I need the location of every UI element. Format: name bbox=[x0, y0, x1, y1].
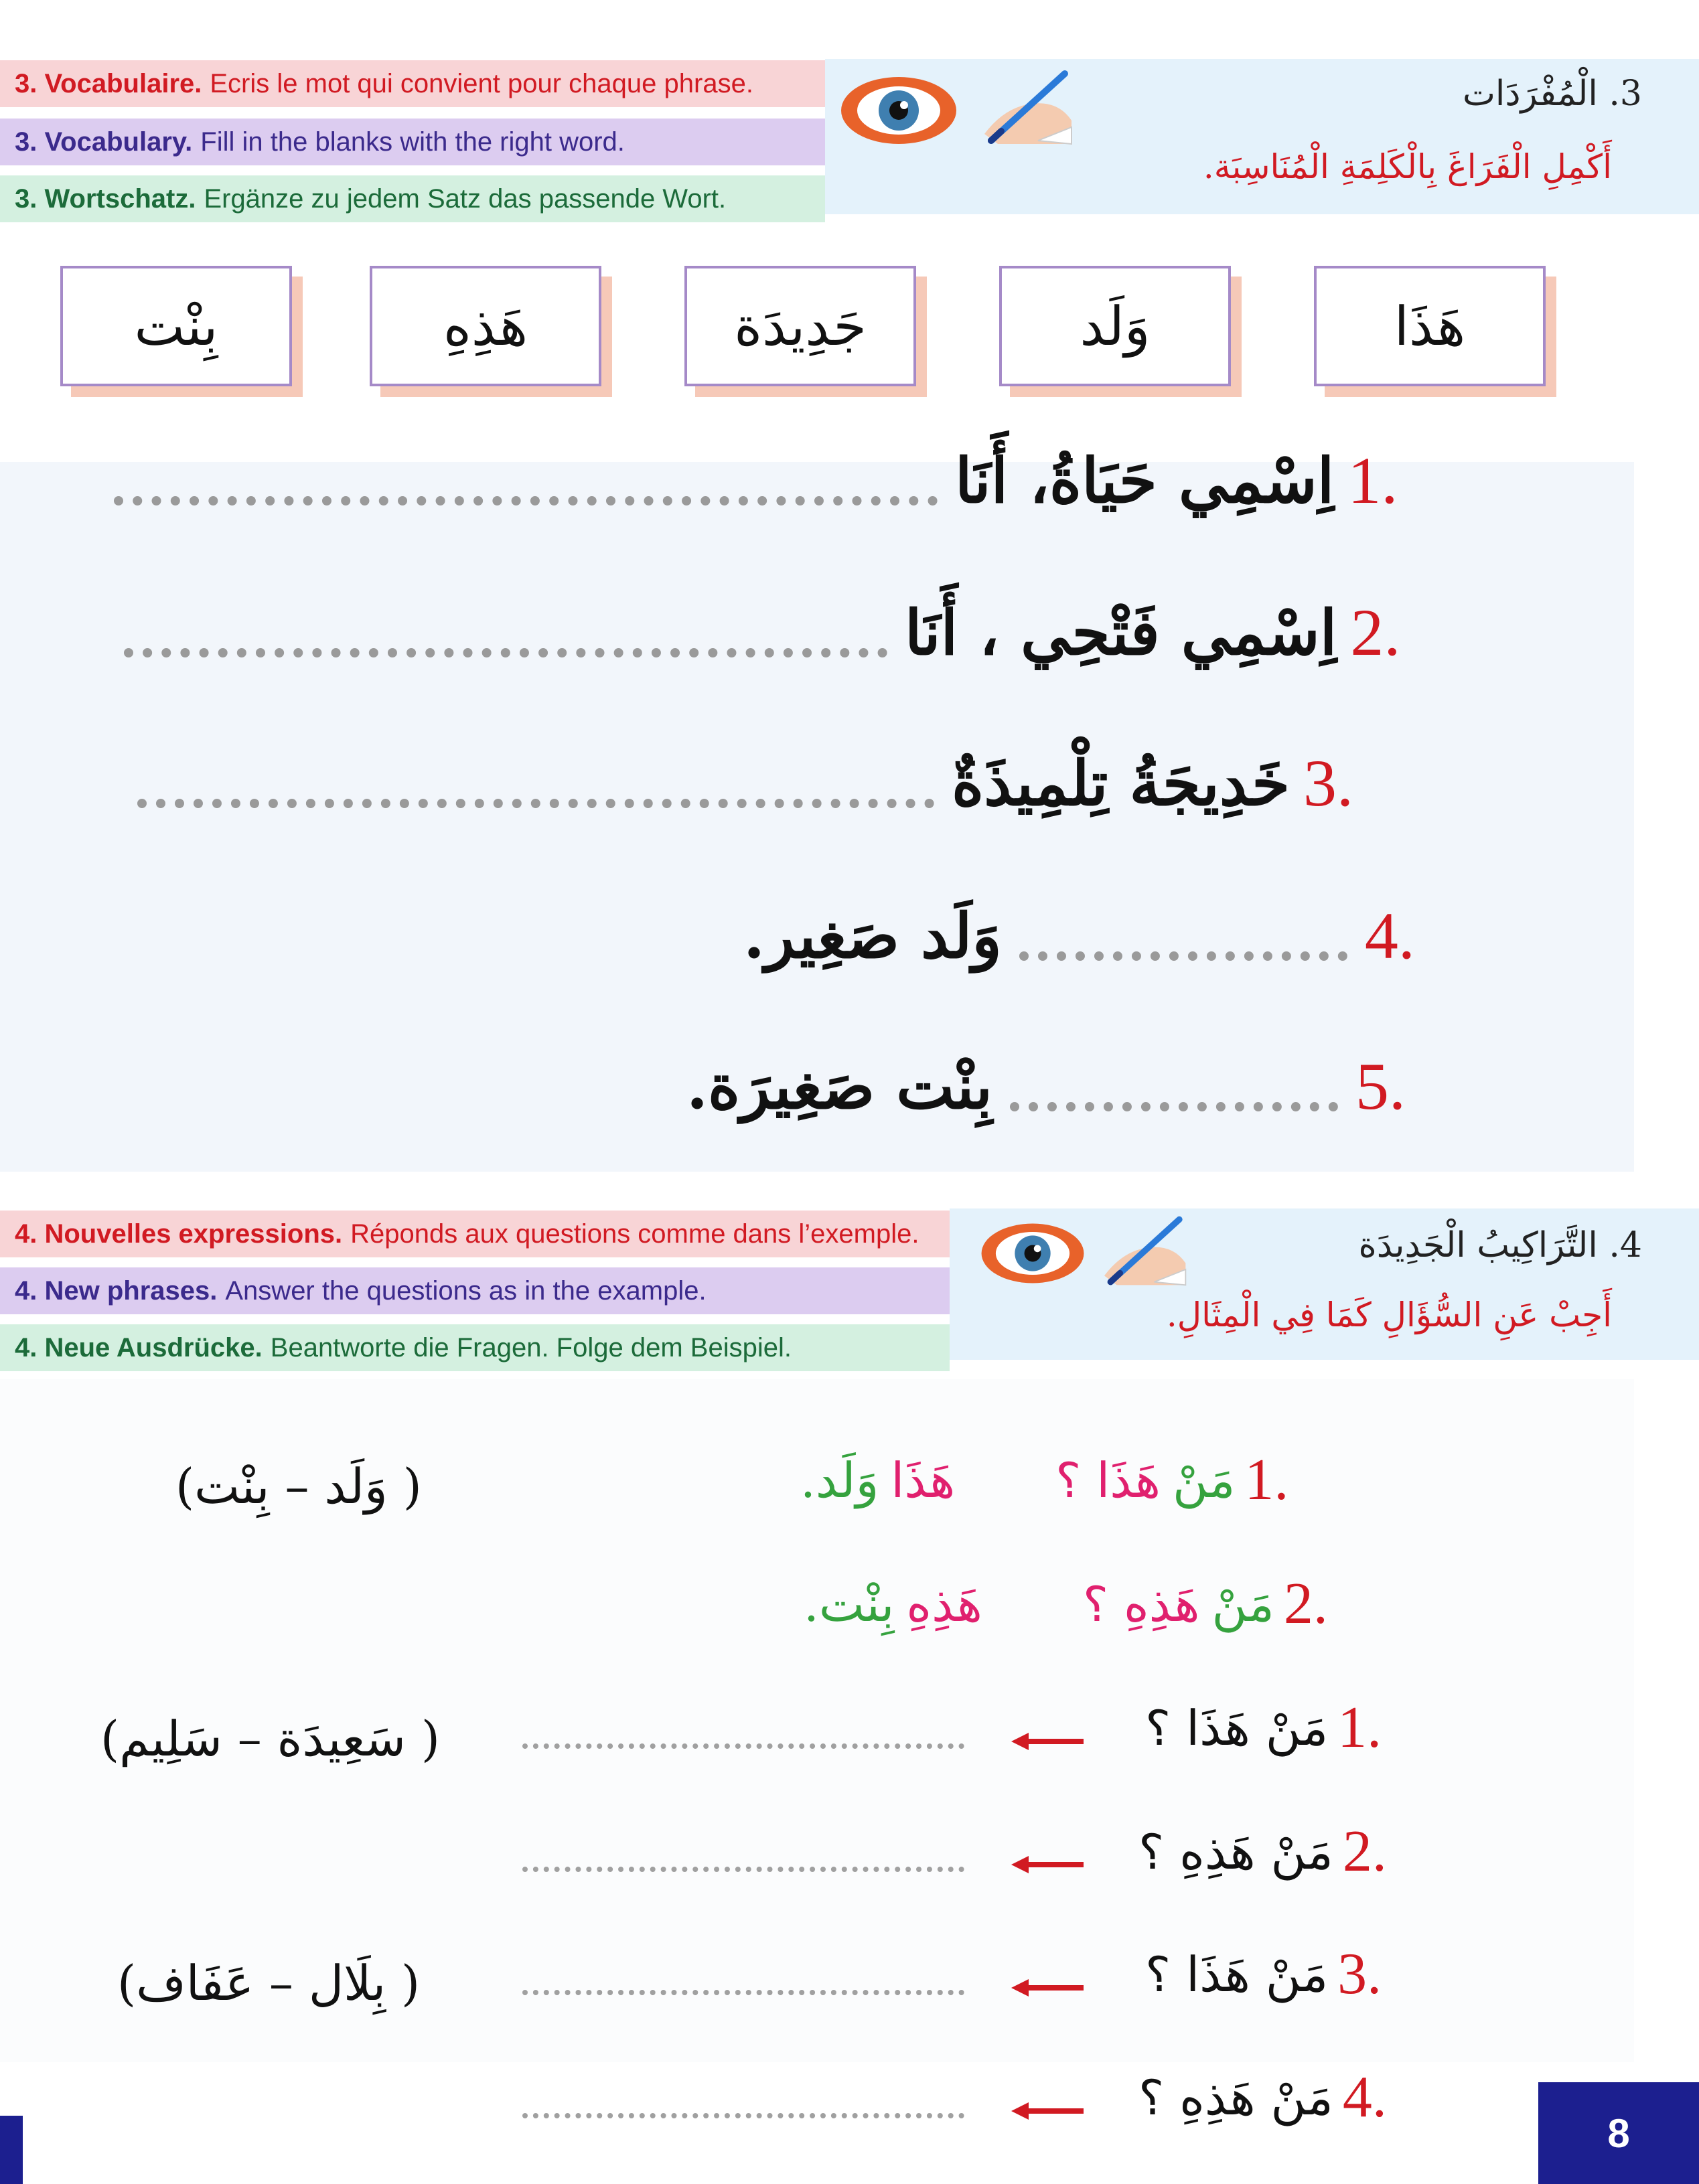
example-number: 2. bbox=[1283, 1571, 1328, 1636]
word-box-2: وَلَد bbox=[999, 266, 1231, 386]
section4-english-band bbox=[0, 1267, 950, 1314]
exercise3-item-2 bbox=[124, 594, 1400, 671]
word-box-4: هَذِهِ bbox=[370, 266, 601, 386]
exercise3-item-number: 2. bbox=[1350, 595, 1401, 670]
arrow-left-icon bbox=[1011, 1731, 1085, 1751]
question-number: 2. bbox=[1342, 1819, 1387, 1884]
example-question-demonstrative: هَذَا ؟ bbox=[1055, 1452, 1161, 1508]
question-text: مَنْ هَذِهِ ؟ bbox=[1138, 2069, 1333, 2126]
answer-blank bbox=[522, 1743, 964, 1749]
exercise3-item-number: 5. bbox=[1355, 1049, 1406, 1123]
section3-arabic-title: 3. الْمُفْرَدَات bbox=[1462, 74, 1642, 114]
example-number: 1. bbox=[1244, 1448, 1289, 1512]
section4-de-text: Beantworte die Fragen. Folge dem Beispiel. bbox=[270, 1332, 792, 1362]
question-4 bbox=[1138, 2063, 1387, 2131]
exercise3-item-3 bbox=[137, 745, 1353, 822]
question-text: مَنْ هَذَا ؟ bbox=[1145, 1699, 1329, 1756]
blank-line bbox=[1010, 1102, 1338, 1111]
example-question-word: مَنْ bbox=[1173, 1452, 1236, 1508]
eye-icon bbox=[979, 1220, 1086, 1287]
question-options: ( سَعِيدَة – سَلِيم) bbox=[100, 1711, 440, 1767]
exercise3-item-number: 3. bbox=[1303, 746, 1354, 820]
blank-line bbox=[124, 648, 887, 657]
example-2 bbox=[804, 1570, 1328, 1638]
section4-german-band bbox=[0, 1324, 950, 1371]
exercise3-item-5 bbox=[686, 1048, 1406, 1125]
example-answer-noun: وَلَد. bbox=[800, 1452, 879, 1508]
section4-de-bold: 4. Neue Ausdrücke. bbox=[15, 1332, 263, 1362]
section3-english-band bbox=[0, 119, 825, 165]
writing-hand-icon bbox=[971, 67, 1078, 147]
exercise3-item-text: اِسْمِي فَتْحِي ، أَنَا bbox=[905, 596, 1337, 669]
question-text: مَنْ هَذَا ؟ bbox=[1145, 1946, 1329, 2003]
example-answer-demonstrative: هَذِهِ bbox=[906, 1575, 982, 1632]
answer-blank bbox=[522, 1867, 964, 1872]
example-question-demonstrative: هَذِهِ ؟ bbox=[1082, 1575, 1200, 1632]
answer-blank bbox=[522, 2113, 964, 2118]
section3-en-text: Fill in the blanks with the right word. bbox=[200, 127, 625, 157]
question-3 bbox=[1145, 1940, 1382, 2008]
example-answer-noun: بِنْت. bbox=[804, 1575, 895, 1632]
word-box-1: هَذَا bbox=[1314, 266, 1546, 386]
section4-en-text: Answer the questions as in the example. bbox=[225, 1275, 707, 1306]
section4-fr-text: Réponds aux questions comme dans l’exemple. bbox=[350, 1219, 919, 1249]
blank-line bbox=[114, 496, 938, 505]
arrow-left-icon bbox=[1011, 1855, 1085, 1875]
question-2 bbox=[1138, 1818, 1387, 1885]
section3-en-bold: 3. Vocabulary. bbox=[15, 127, 193, 157]
section4-fr-bold: 4. Nouvelles expressions. bbox=[15, 1219, 343, 1249]
question-number: 1. bbox=[1337, 1695, 1382, 1760]
page-number: 8 bbox=[1538, 2082, 1699, 2184]
question-number: 3. bbox=[1337, 1942, 1382, 2007]
exercise3-item-number: 4. bbox=[1364, 899, 1415, 973]
question-text: مَنْ هَذِهِ ؟ bbox=[1138, 1823, 1333, 1880]
question-number: 4. bbox=[1342, 2065, 1387, 2130]
blank-line bbox=[137, 799, 934, 808]
left-edge-bar bbox=[0, 2116, 23, 2184]
exercise3-item-1 bbox=[114, 442, 1398, 519]
exercise3-item-text: خَدِيجَةُ تِلْمِيذَةٌ bbox=[952, 747, 1290, 820]
section3-german-band bbox=[0, 175, 825, 222]
arrow-left-icon bbox=[1011, 2101, 1085, 2121]
exercise3-item-text: اِسْمِي حَيَاةُ، أَنَا bbox=[955, 444, 1335, 517]
section3-fr-text: Ecris le mot qui convient pour chaque phrase. bbox=[210, 68, 753, 98]
section4-arabic-title: 4. التَّرَاكِيبُ الْجَدِيدَة bbox=[1358, 1225, 1642, 1265]
exercise3-item-4 bbox=[743, 897, 1415, 974]
section4-arabic-instruction: أَجِبْ عَنِ السُّؤَالِ كَمَا فِي الْمِثَالِ. bbox=[1166, 1296, 1612, 1334]
question-options: ( بِلَال – عَفَاف) bbox=[117, 1955, 421, 2011]
question-1 bbox=[1145, 1694, 1382, 1762]
blank-line bbox=[1019, 951, 1347, 961]
exercise3-item-text: وَلَد صَغِير. bbox=[743, 899, 1002, 972]
section3-de-text: Ergänze zu jedem Satz das passende Wort. bbox=[204, 183, 727, 214]
writing-hand-icon bbox=[1092, 1213, 1192, 1288]
section3-de-bold: 3. Wortschatz. bbox=[15, 183, 196, 214]
section4-en-bold: 4. New phrases. bbox=[15, 1275, 218, 1306]
exercise3-item-number: 1. bbox=[1347, 443, 1398, 518]
section3-french-band bbox=[0, 60, 825, 107]
word-box-3: جَدِيدَة bbox=[684, 266, 916, 386]
example-options: ( وَلَد – بِنْت) bbox=[175, 1458, 422, 1514]
example-answer-demonstrative: هَذَا bbox=[891, 1452, 956, 1508]
exercise3-item-text: بِنْت صَغِيرَة. bbox=[686, 1050, 992, 1123]
section4-french-band bbox=[0, 1211, 950, 1257]
eye-icon bbox=[838, 74, 959, 147]
word-box-5: بِنْت bbox=[60, 266, 292, 386]
example-question-word: مَنْ bbox=[1211, 1575, 1274, 1632]
example-1 bbox=[800, 1446, 1288, 1514]
section3-fr-bold: 3. Vocabulaire. bbox=[15, 68, 202, 98]
section3-arabic-instruction: أَكْمِلِ الْفَرَاغَ بِالْكَلِمَةِ الْمُنَاسِبَة. bbox=[1203, 147, 1612, 186]
arrow-left-icon bbox=[1011, 1978, 1085, 1998]
answer-blank bbox=[522, 1990, 964, 1995]
